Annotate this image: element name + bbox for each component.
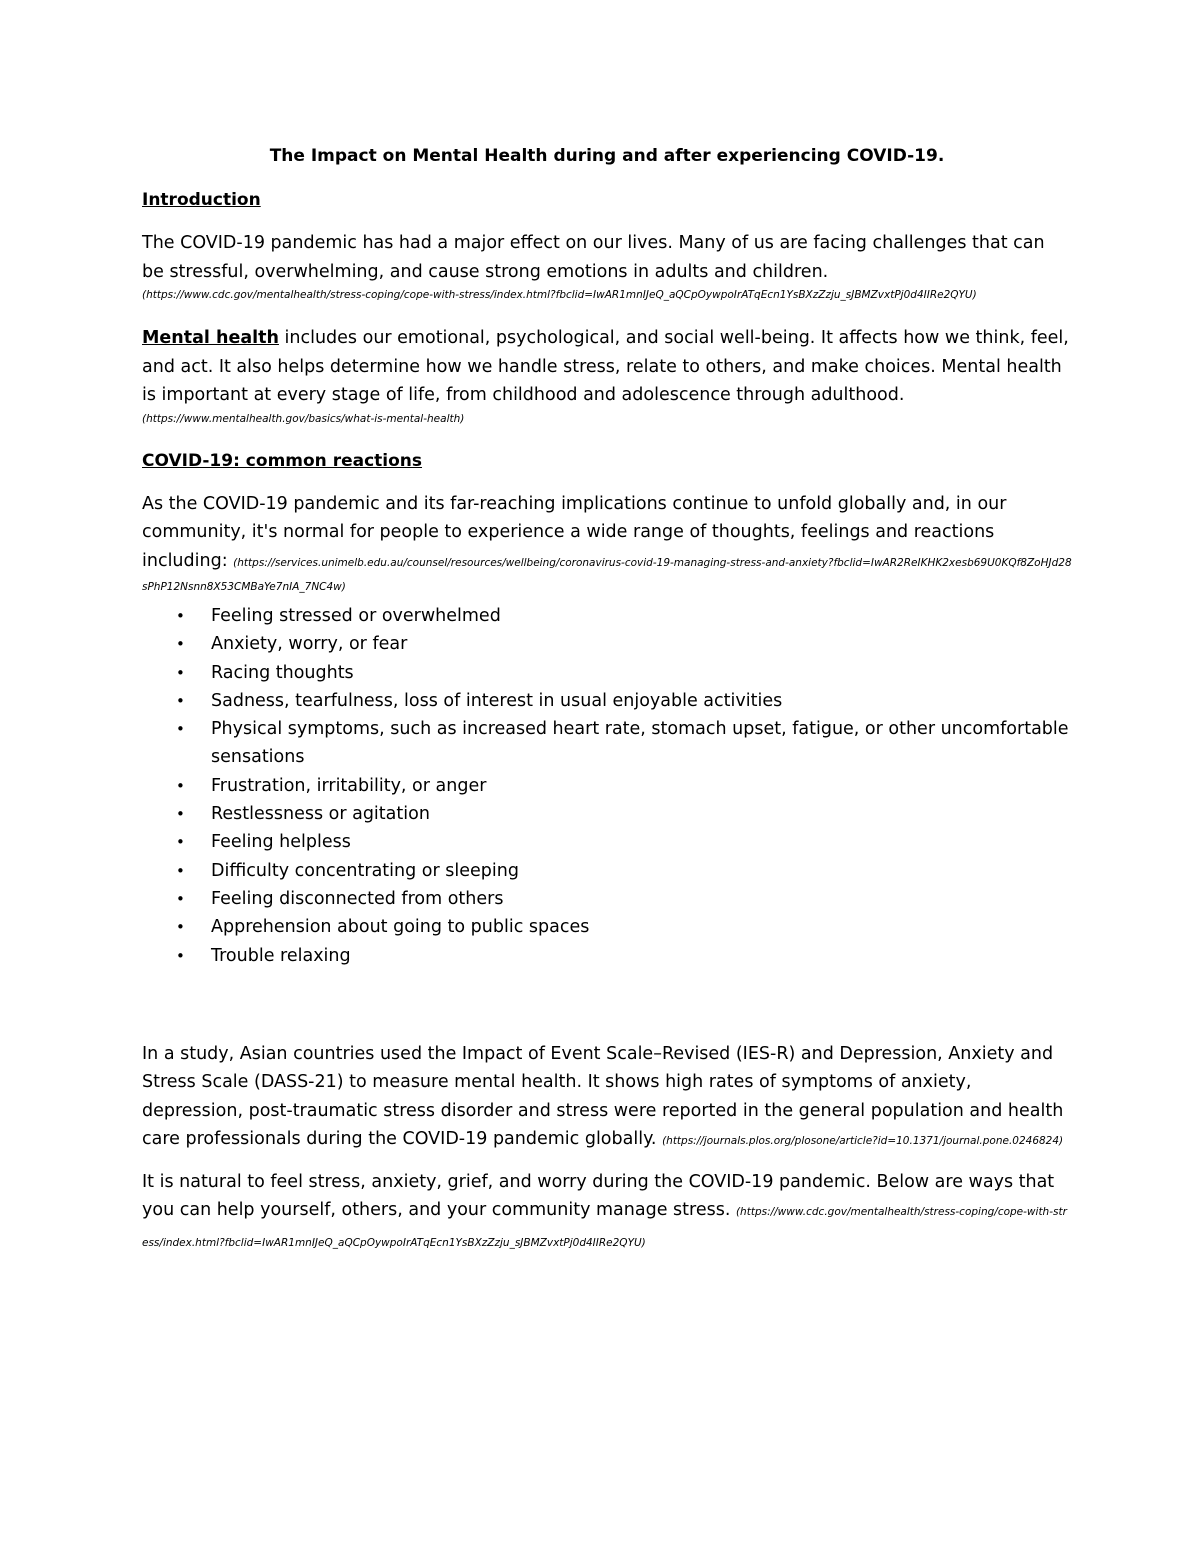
list-item-text: Difficulty concentrating or sleeping [211, 860, 519, 881]
mental-health-paragraph [142, 324, 1072, 410]
intro-heading: Introduction [142, 190, 261, 210]
list-item [142, 800, 1072, 828]
mental-health-term: Mental health [142, 328, 279, 348]
list-item-text: Frustration, irritability, or anger [211, 775, 487, 796]
list-item [142, 772, 1072, 800]
mental-health-citation: (https://www.mentalhealth.gov/basics/what-is-mental-health) [142, 412, 465, 425]
bullet-icon: • [176, 607, 185, 625]
bullet-icon: • [176, 918, 185, 937]
bullet-icon: • [176, 889, 185, 908]
bullet-icon: • [176, 861, 185, 880]
intro-citation: (https://www.cdc.gov/mentalhealth/stress-coping/cope-with-stress/index.html?fbclid=IwAR1mnIJeQ_aQCpOywpoIrATqEcn1YsBXzZzju_sJBMZvxtPj0d4IIRe2QYU) [142, 289, 977, 301]
list-item [142, 687, 1072, 715]
intro-section [142, 229, 1072, 304]
bullet-icon: • [176, 805, 185, 824]
study-paragraph [142, 1040, 1072, 1156]
coping-section [142, 1168, 1072, 1258]
list-item [142, 857, 1072, 885]
reactions-list [142, 602, 1072, 970]
list-item-text: Trouble relaxing [211, 945, 351, 966]
list-item [142, 885, 1072, 913]
list-item [142, 913, 1072, 941]
list-item [142, 602, 1072, 630]
document-title: The Impact on Mental Health during and after experiencing COVID-19. [269, 146, 945, 166]
list-item-text: Restlessness or agitation [211, 804, 430, 825]
mental-health-section [142, 324, 1072, 428]
bullet-icon: • [176, 663, 185, 682]
list-item [142, 942, 1072, 970]
coping-paragraph [142, 1168, 1072, 1258]
list-item-text: Sadness, tearfulness, loss of interest in usual enjoyable activities [211, 690, 783, 711]
bullet-icon: • [176, 635, 185, 654]
bullet-icon: • [176, 833, 185, 852]
list-item-text: Physical symptoms, such as increased heart rate, stomach upset, fatigue, or other uncomfortable sensations [211, 719, 1069, 768]
bullet-icon: • [176, 720, 185, 739]
list-item-text: Racing thoughts [211, 662, 354, 683]
reactions-heading: COVID-19: common reactions [142, 450, 423, 471]
bullet-icon: • [176, 946, 185, 965]
list-item-text: Feeling disconnected from others [211, 888, 504, 909]
list-item [142, 659, 1072, 687]
list-item [142, 630, 1072, 658]
study-citation: (https://journals.plos.org/plosone/article?id=10.1371/journal.pone.0246824) [662, 1135, 1064, 1148]
coping-text: It is natural to feel stress, anxiety, grief, and worry during the COVID-19 pandemic. Below are ways that you can help yourself, others, and your community manage stress. [142, 1171, 1055, 1221]
mental-health-text: includes our emotional, psychological, and social well-being. It affects how we think, feel, and act. It also helps determine how we handle stress, relate to others, and make choices. Mental health is important at every stage of life, from childhood and adolescence through adulthood. [142, 328, 1069, 405]
list-item [142, 828, 1072, 856]
bullet-icon: • [176, 691, 185, 710]
list-item-text: Anxiety, worry, or fear [211, 634, 408, 655]
intro-paragraph: The COVID-19 pandemic has had a major effect on our lives. Many of us are facing challenges that can be stressful, overwhelming, and cause strong emotions in adults and children. [142, 233, 1045, 282]
list-item-text: Feeling stressed or overwhelmed [211, 606, 501, 626]
list-item-text: Apprehension about going to public spaces [211, 917, 590, 938]
reactions-citation: (https://services.unimelb.edu.au/counsel/resources/wellbeing/coronavirus-covid-19-managing-stress-and-anxiety?fbclid=IwAR2ReIKHK2xesb69U0KQf8ZoHJd28sPhP12Nsnn8X53CMBaYe7nIA_7NC4w) [142, 556, 1072, 593]
list-item-text: Feeling helpless [211, 832, 351, 853]
study-text: In a study, Asian countries used the Impact of Event Scale–Revised (IES-R) and Depression, Anxiety and Stress Scale (DASS-21) to measure mental health. It shows high rates of symptoms of anxiety, depression, post-traumatic stress disorder and stress were reported in the general population and health care professionals during the COVID-19 pandemic globally. [142, 1043, 1064, 1150]
document-page [142, 143, 1072, 1257]
list-item [142, 715, 1072, 772]
study-section [142, 1040, 1072, 1156]
reactions-paragraph: As the COVID-19 pandemic and its far-reaching implications continue to unfold globally and, in our community, it's normal for people to experience a wide range of thoughts, feelings and reactions including: [142, 493, 1007, 571]
reactions-intro [142, 490, 1072, 595]
bullet-icon: • [176, 776, 185, 795]
coping-citation: (https://www.cdc.gov/mentalhealth/stress-coping/cope-with-stress/index.html?fbclid=IwAR1mnIJeQ_aQCpOywpoIrATqEcn1YsBXzZzju_sJBMZvxtPj0d4IIRe2QYU) [142, 1206, 1067, 1249]
